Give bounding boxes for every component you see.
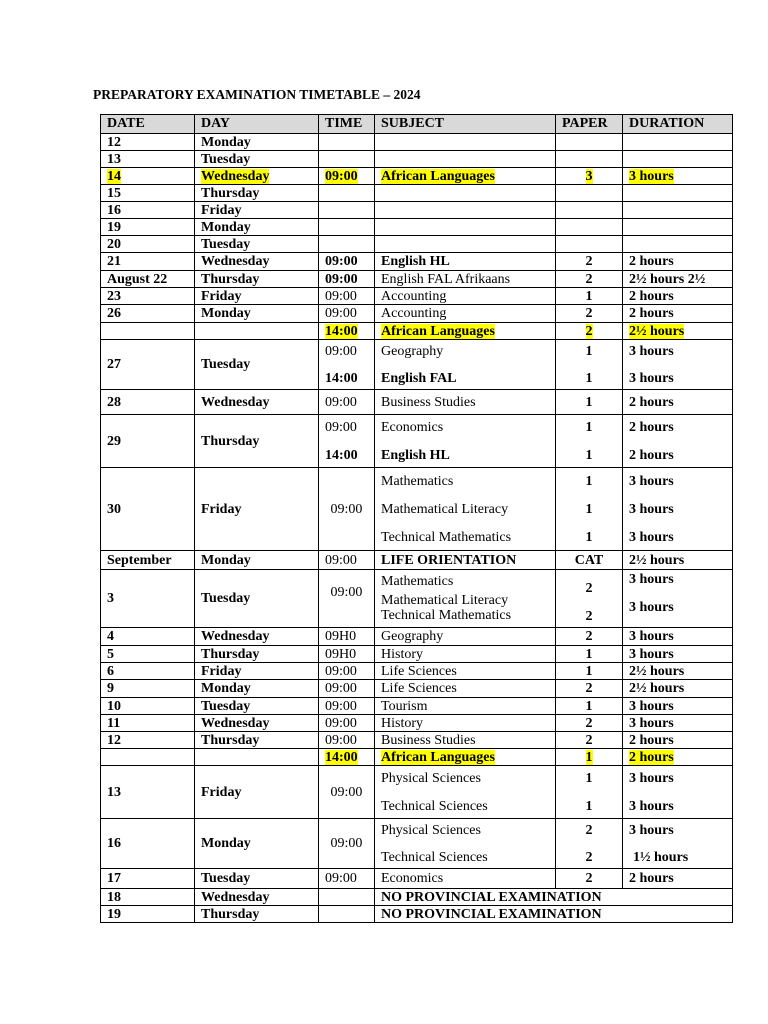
date-cell: 12 <box>101 134 195 151</box>
duration-cell <box>623 236 733 253</box>
time-text: 14:00 <box>325 749 358 765</box>
duration-cell <box>623 766 733 819</box>
date-cell: 13 <box>101 766 195 819</box>
day-cell: Tuesday <box>195 151 319 168</box>
paper-line: 1 <box>585 798 593 814</box>
date-cell: 28 <box>101 390 195 415</box>
time-cell: 09:00 <box>319 271 375 288</box>
paper-cell <box>556 468 623 551</box>
day-cell: Friday <box>195 766 319 819</box>
time-cell: 09:00 <box>319 288 375 305</box>
time-cell: 09:00 <box>319 819 375 869</box>
time-cell <box>319 168 375 185</box>
time-cell <box>319 889 375 906</box>
duration-cell: 3 hours <box>623 646 733 663</box>
time-text: 14:00 <box>325 323 358 339</box>
duration-cell: 3 hours <box>623 698 733 715</box>
paper-cell <box>556 168 623 185</box>
table-row <box>101 236 733 253</box>
date-cell: 17 <box>101 869 195 889</box>
paper-cell <box>556 323 623 340</box>
subject-cell: English FAL Afrikaans <box>375 271 556 288</box>
table-row <box>101 889 733 906</box>
time-cell: 09:00 <box>319 551 375 570</box>
paper-line: 2 <box>585 822 593 838</box>
subject-text: African Languages <box>381 323 495 339</box>
duration-cell <box>623 749 733 766</box>
day-cell: Monday <box>195 305 319 323</box>
time-cell <box>319 236 375 253</box>
duration-line: 2 hours <box>629 447 674 463</box>
table-row <box>101 271 733 288</box>
paper-cell <box>556 749 623 766</box>
time-cell <box>319 185 375 202</box>
subject-cell: Business Studies <box>375 390 556 415</box>
paper-line: 1 <box>585 529 593 545</box>
paper-line: 1 <box>585 473 593 489</box>
table-row <box>101 749 733 766</box>
time-cell <box>319 415 375 468</box>
time-cell: 09:00 <box>319 305 375 323</box>
date-cell: September <box>101 551 195 570</box>
date-cell: 4 <box>101 628 195 646</box>
duration-cell <box>623 219 733 236</box>
day-cell <box>195 749 319 766</box>
duration-cell: 3 hours <box>623 628 733 646</box>
time-cell: 09:00 <box>319 680 375 698</box>
duration-cell <box>623 168 733 185</box>
duration-line: 3 hours <box>629 798 674 814</box>
time-cell <box>319 749 375 766</box>
day-cell: Thursday <box>195 271 319 288</box>
time-cell: 09:00 <box>319 663 375 680</box>
subject-line: Technical Mathematics <box>381 529 512 545</box>
time-cell <box>319 134 375 151</box>
subject-cell: Economics <box>375 869 556 889</box>
subject-line: Mathematical Literacy <box>381 501 509 517</box>
date-cell: 30 <box>101 468 195 551</box>
table-header-row <box>101 115 733 134</box>
day-cell: Wednesday <box>195 628 319 646</box>
table-row <box>101 698 733 715</box>
date-cell: August 22 <box>101 271 195 288</box>
paper-line: 2 <box>585 608 593 624</box>
date-cell: 15 <box>101 185 195 202</box>
time-cell: 09H0 <box>319 628 375 646</box>
day-cell: Wednesday <box>195 715 319 732</box>
duration-cell: 2½ hours <box>623 551 733 570</box>
paper-line: 1 <box>585 370 593 386</box>
date-cell: 6 <box>101 663 195 680</box>
date-cell: 13 <box>101 151 195 168</box>
subject-cell: Accounting <box>375 288 556 305</box>
paper-cell: CAT <box>556 551 623 570</box>
subject-cell <box>375 185 556 202</box>
subject-cell: English HL <box>375 253 556 271</box>
duration-line: 3 hours <box>629 370 674 386</box>
subject-cell <box>375 168 556 185</box>
subject-line: Technical Sciences <box>381 798 488 814</box>
time-line: 14:00 <box>325 370 358 386</box>
paper-cell: 2 <box>556 869 623 889</box>
table-row <box>101 551 733 570</box>
paper-cell: 2 <box>556 271 623 288</box>
table-row <box>101 646 733 663</box>
subject-cell: Tourism <box>375 698 556 715</box>
day-cell: Friday <box>195 468 319 551</box>
subject-line: Technical Sciences <box>381 849 488 865</box>
paper-cell <box>556 219 623 236</box>
header-date: DATE <box>101 115 195 134</box>
subject-cell <box>375 151 556 168</box>
time-cell <box>319 323 375 340</box>
paper-cell: 2 <box>556 628 623 646</box>
paper-cell: 1 <box>556 646 623 663</box>
day-cell: Wednesday <box>195 390 319 415</box>
time-cell: 09:00 <box>319 390 375 415</box>
paper-text: 2 <box>585 323 593 339</box>
paper-cell <box>556 134 623 151</box>
duration-line: 3 hours <box>629 572 674 587</box>
paper-line: 2 <box>585 580 593 596</box>
table-row <box>101 468 733 551</box>
subject-cell: Accounting <box>375 305 556 323</box>
paper-line: 1 <box>585 343 593 359</box>
duration-text: 2 hours <box>629 749 674 765</box>
time-line: 09:00 <box>325 343 357 359</box>
duration-line: 3 hours <box>629 529 674 545</box>
duration-cell: 2 hours <box>623 305 733 323</box>
date-cell: 5 <box>101 646 195 663</box>
duration-text: 3 hours <box>629 168 674 184</box>
time-cell <box>319 906 375 923</box>
day-cell: Thursday <box>195 732 319 749</box>
day-cell: Monday <box>195 219 319 236</box>
date-cell: 11 <box>101 715 195 732</box>
duration-cell: 2 hours <box>623 732 733 749</box>
table-row <box>101 185 733 202</box>
header-paper: PAPER <box>556 115 623 134</box>
date-cell: 10 <box>101 698 195 715</box>
subject-cell <box>375 323 556 340</box>
paper-cell: 2 <box>556 253 623 271</box>
table-row <box>101 134 733 151</box>
subject-cell: LIFE ORIENTATION <box>375 551 556 570</box>
table-row <box>101 288 733 305</box>
day-cell: Tuesday <box>195 236 319 253</box>
table-row <box>101 680 733 698</box>
subject-line: English HL <box>381 447 450 463</box>
table-row <box>101 766 733 819</box>
note-cell: NO PROVINCIAL EXAMINATION <box>375 906 733 923</box>
subject-cell: History <box>375 715 556 732</box>
paper-cell <box>556 415 623 468</box>
paper-cell <box>556 202 623 219</box>
time-line: 09:00 <box>325 419 357 435</box>
time-cell: 09:00 <box>319 869 375 889</box>
subject-line: Economics <box>381 419 444 435</box>
duration-line: 3 hours <box>629 822 674 838</box>
day-cell: Monday <box>195 134 319 151</box>
date-cell: 19 <box>101 906 195 923</box>
subject-cell <box>375 202 556 219</box>
paper-line: 1 <box>585 501 593 517</box>
time-cell: 09:00 <box>319 253 375 271</box>
subject-cell <box>375 570 556 628</box>
duration-cell: 3 hours <box>623 715 733 732</box>
date-cell: 21 <box>101 253 195 271</box>
paper-line: 2 <box>585 849 593 865</box>
table-row <box>101 323 733 340</box>
paper-cell: 1 <box>556 663 623 680</box>
subject-line: Technical Mathematics <box>381 608 512 623</box>
header-time: TIME <box>319 115 375 134</box>
paper-cell <box>556 185 623 202</box>
time-cell: 09:00 <box>319 766 375 819</box>
table-row <box>101 663 733 680</box>
day-cell: Thursday <box>195 415 319 468</box>
time-cell: 09:00 <box>319 715 375 732</box>
date-cell: 12 <box>101 732 195 749</box>
duration-cell: 2 hours <box>623 253 733 271</box>
date-cell: 29 <box>101 415 195 468</box>
date-text: 14 <box>107 168 121 184</box>
paper-text: 3 <box>585 168 593 184</box>
day-cell: Tuesday <box>195 698 319 715</box>
subject-cell <box>375 340 556 390</box>
subject-cell <box>375 134 556 151</box>
subject-text: African Languages <box>381 168 495 184</box>
duration-cell <box>623 151 733 168</box>
time-cell: 09:00 <box>319 698 375 715</box>
subject-line: Physical Sciences <box>381 770 481 786</box>
time-cell: 09H0 <box>319 646 375 663</box>
duration-cell: 2½ hours <box>623 680 733 698</box>
duration-cell: 2 hours <box>623 869 733 889</box>
table-row <box>101 202 733 219</box>
duration-cell: 2 hours <box>623 288 733 305</box>
subject-cell <box>375 766 556 819</box>
table-row <box>101 570 733 628</box>
duration-cell <box>623 185 733 202</box>
day-cell: Monday <box>195 680 319 698</box>
subject-cell: History <box>375 646 556 663</box>
subject-line: Mathematical Literacy <box>381 593 509 608</box>
date-cell: 23 <box>101 288 195 305</box>
table-row <box>101 732 733 749</box>
duration-line: 3 hours <box>629 770 674 786</box>
paper-cell: 1 <box>556 288 623 305</box>
paper-cell: 1 <box>556 698 623 715</box>
duration-cell <box>623 468 733 551</box>
time-cell <box>319 340 375 390</box>
time-cell: 09:00 <box>319 570 375 628</box>
paper-cell: 2 <box>556 732 623 749</box>
date-cell: 20 <box>101 236 195 253</box>
date-cell: 16 <box>101 819 195 869</box>
date-cell: 19 <box>101 219 195 236</box>
paper-text: 1 <box>585 749 593 765</box>
date-cell: 3 <box>101 570 195 628</box>
paper-cell: 2 <box>556 305 623 323</box>
day-cell: Wednesday <box>195 889 319 906</box>
subject-line: English FAL <box>381 370 457 386</box>
day-cell: Thursday <box>195 906 319 923</box>
date-cell: 27 <box>101 340 195 390</box>
header-day: DAY <box>195 115 319 134</box>
duration-cell <box>623 340 733 390</box>
table-row <box>101 819 733 869</box>
paper-cell <box>556 819 623 869</box>
table-row <box>101 168 733 185</box>
table-row <box>101 390 733 415</box>
date-cell: 18 <box>101 889 195 906</box>
paper-cell <box>556 570 623 628</box>
time-cell <box>319 151 375 168</box>
duration-line: 2 hours <box>629 419 674 435</box>
duration-cell: 2 hours <box>623 390 733 415</box>
paper-line: 1 <box>585 770 593 786</box>
subject-text: African Languages <box>381 749 495 765</box>
day-cell: Monday <box>195 819 319 869</box>
date-cell <box>101 323 195 340</box>
duration-cell <box>623 202 733 219</box>
duration-line: 3 hours <box>629 473 674 489</box>
subject-cell: Life Sciences <box>375 663 556 680</box>
subject-cell <box>375 236 556 253</box>
day-cell: Tuesday <box>195 340 319 390</box>
time-line: 14:00 <box>325 447 358 463</box>
time-text: 09:00 <box>325 168 358 184</box>
page-title: PREPARATORY EXAMINATION TIMETABLE – 2024 <box>93 87 421 102</box>
subject-line: Mathematics <box>381 473 454 489</box>
table-row <box>101 219 733 236</box>
day-text: Wednesday <box>201 168 270 184</box>
duration-cell <box>623 415 733 468</box>
subject-line: Mathematics <box>381 574 454 589</box>
table-row <box>101 906 733 923</box>
day-cell <box>195 323 319 340</box>
day-cell: Friday <box>195 288 319 305</box>
time-cell <box>319 219 375 236</box>
duration-line: 3 hours <box>629 600 674 615</box>
header-duration: DURATION <box>623 115 733 134</box>
day-cell: Thursday <box>195 646 319 663</box>
paper-cell <box>556 236 623 253</box>
duration-cell <box>623 323 733 340</box>
table-row <box>101 628 733 646</box>
subject-cell <box>375 819 556 869</box>
table-row <box>101 305 733 323</box>
subject-cell <box>375 468 556 551</box>
subject-cell: Business Studies <box>375 732 556 749</box>
duration-cell: 2½ hours <box>623 663 733 680</box>
paper-cell: 2 <box>556 680 623 698</box>
day-cell: Tuesday <box>195 869 319 889</box>
paper-cell: 1 <box>556 390 623 415</box>
paper-cell <box>556 766 623 819</box>
time-cell: 09:00 <box>319 468 375 551</box>
time-cell: 09:00 <box>319 732 375 749</box>
table-row <box>101 869 733 889</box>
subject-cell: Geography <box>375 628 556 646</box>
duration-line: 3 hours <box>629 343 674 359</box>
table-row <box>101 340 733 390</box>
date-cell: 9 <box>101 680 195 698</box>
day-cell: Monday <box>195 551 319 570</box>
duration-cell: 2½ hours 2½ <box>623 271 733 288</box>
time-cell <box>319 202 375 219</box>
duration-cell <box>623 570 733 628</box>
paper-line: 1 <box>585 447 593 463</box>
date-cell <box>101 168 195 185</box>
date-cell: 26 <box>101 305 195 323</box>
day-cell: Friday <box>195 663 319 680</box>
subject-line: Physical Sciences <box>381 822 481 838</box>
table-row <box>101 715 733 732</box>
subject-cell: Life Sciences <box>375 680 556 698</box>
date-cell <box>101 749 195 766</box>
duration-cell <box>623 819 733 869</box>
day-cell: Wednesday <box>195 253 319 271</box>
paper-cell <box>556 151 623 168</box>
timetable <box>100 114 733 923</box>
table-row <box>101 253 733 271</box>
day-cell: Thursday <box>195 185 319 202</box>
note-cell: NO PROVINCIAL EXAMINATION <box>375 889 733 906</box>
paper-line: 1 <box>585 419 593 435</box>
date-cell: 16 <box>101 202 195 219</box>
table-row <box>101 415 733 468</box>
subject-cell <box>375 219 556 236</box>
duration-line: 3 hours <box>629 501 674 517</box>
duration-cell <box>623 134 733 151</box>
duration-text: 2½ hours <box>629 323 685 339</box>
day-cell: Friday <box>195 202 319 219</box>
subject-cell <box>375 415 556 468</box>
header-subject: SUBJECT <box>375 115 556 134</box>
day-cell <box>195 168 319 185</box>
duration-line: 1½ hours <box>633 849 689 865</box>
day-cell: Tuesday <box>195 570 319 628</box>
subject-line: Geography <box>381 343 444 359</box>
subject-cell <box>375 749 556 766</box>
paper-cell: 2 <box>556 715 623 732</box>
paper-cell <box>556 340 623 390</box>
table-row <box>101 151 733 168</box>
